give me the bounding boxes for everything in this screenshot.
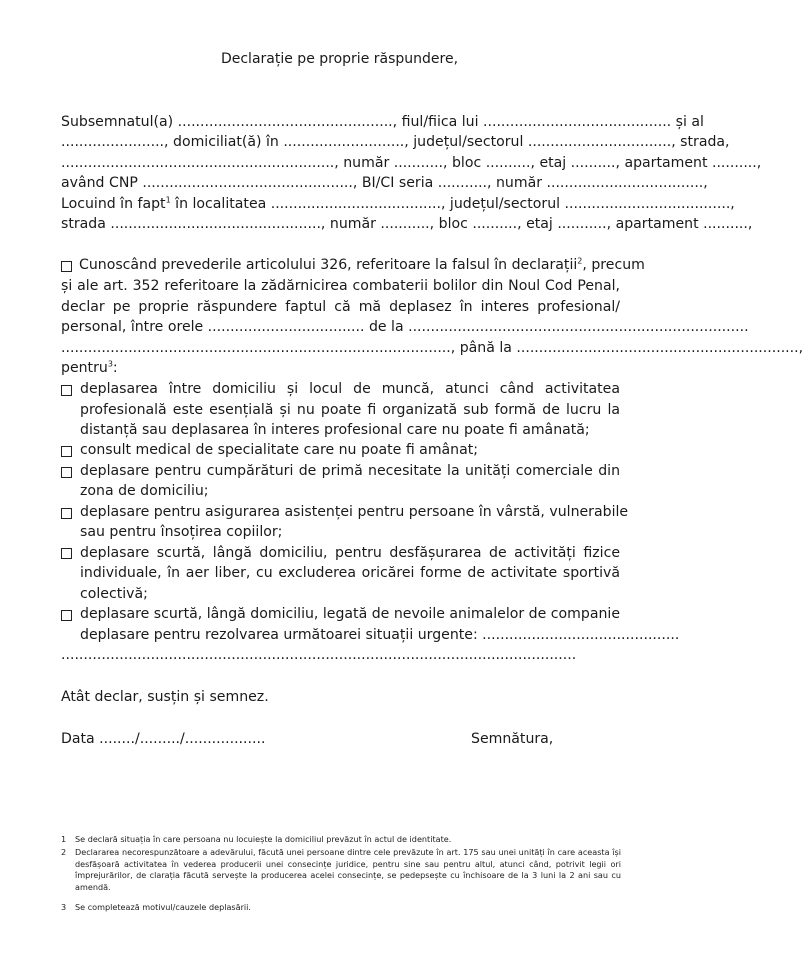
identity-line-2: ......................., domiciliat(ă) în ..........................., județul/sectorul ................................, strada, [61,134,730,150]
footnote-2-number: 2 [61,847,67,857]
pentru-label [61,359,620,377]
footnote-1 [61,834,621,846]
statement-line-1-a: Cunoscând prevederile articolului 326, referitoare la falsul în declarații [79,257,578,273]
option-3-line-2: zona de domiciliu; [80,483,209,499]
identity-line-1: Subsemnatul(a) ................................................, fiul/fiica lui .......................................... și al [61,114,704,130]
footnote-3 [61,902,621,914]
option-checkbox-4[interactable] [61,508,72,519]
option-checkbox-2[interactable] [61,446,72,457]
option-3-line-1: deplasare pentru cumpărături de primă necesitate la unități comerciale din [80,463,620,479]
date-field: Data ......../........./.................. [61,731,266,747]
statement-line-1-b: , precum [582,257,645,273]
footnote-3-text: Se completează motivul/cauzele deplasării. [75,902,251,912]
option-4-line-1: deplasare pentru asigurarea asistenței pentru persoane în vârstă, vulnerabile [80,504,629,520]
date-signature-row [61,731,554,747]
pentru-colon: : [112,360,118,376]
identity-line-4: având CNP ..............................................., BI/CI seria ..........., număr ..................................., [61,175,708,191]
footnote-ref-1: 1 [165,195,171,205]
option-6-line-2: deplasare pentru rezolvarea următoarei situații urgente: ............................................ [80,627,680,643]
signature-label: Semnătura, [471,731,554,747]
statement-line-4: personal, între orele ................................... de la ............................................................................ [61,319,749,335]
option-6-line-1: deplasare scurtă, lângă domiciliu, legată de nevoile animalelor de companie [80,606,620,622]
option-1-line-1: deplasarea între domiciliu și locul de muncă, atunci când activitatea [80,381,620,397]
identity-line-5-start: Locuind în fapt [61,196,166,212]
pentru-text: pentru [61,360,108,376]
footnote-2 [61,847,621,895]
option-1-line-3: distanță sau deplasarea în interes profesional care nu poate fi amânată; [80,422,590,438]
footnote-ref-3: 3 [107,359,113,369]
identity-line-6: strada ..............................................., număr ..........., bloc .........., etaj ..........., apartament .........., [61,216,753,232]
statement-line-2: și ale art. 352 referitoare la zădărnicirea combaterii bolilor din Noul Cod Penal, [61,278,620,294]
document-title: Declarație pe proprie răspundere, [220,51,459,67]
footnote-1-number: 1 [61,834,67,844]
identity-line-5 [61,195,735,213]
option-5-line-1: deplasare scurtă, lângă domiciliu, pentru desfășurarea de activități fizice [80,545,620,561]
option-checkbox-3[interactable] [61,467,72,478]
statement-line-3: declar pe proprie răspundere faptul că mă deplasez în interes profesional/ [61,299,620,315]
statement-checkbox[interactable] [61,261,72,272]
statement-line-5: ......................................................................................., până la ..............................................................., [61,340,803,356]
identity-line-3: ............................................................., număr ..........., bloc .........., etaj .........., apartament .........., [61,155,762,171]
option-checkbox-1[interactable] [61,385,72,396]
statement-line-1 [79,256,645,274]
option-checkbox-5[interactable] [61,548,72,559]
option-4-line-2: sau pentru însoțirea copiilor; [80,524,283,540]
option-5-line-2: individuale, în aer liber, cu excluderea oricărei forme de activitate sportivă [80,565,620,581]
option-checkbox-6[interactable] [61,610,72,621]
footnote-2-text: Declararea necorespunzătoare a adevărului, făcută unei persoane dintre cele prevăzute în art. 175 sau unei unități în care aceasta își desfășoară activitatea în vederea producerii unei consecințe juridice, pentru sine sau pentru altul, atunci când, potrivit legii ori împrejurărilor, de clarația făcută servește la producerea acelei consecințe, se pedepsește cu închisoare de la 3 luni la 2 ani sau cu amendă. [75,847,621,892]
option-1-line-2: profesională este esențială și nu poate fi organizată sub formă de lucru la [80,402,620,418]
urgent-situation-dotted-line: ................................................................................................................... [61,647,577,663]
footnote-1-text: Se declară situația în care persoana nu locuiește la domiciliul prevăzut în actul de identitate. [75,834,452,844]
footnote-ref-2: 2 [577,256,583,266]
option-5-line-3: colectivă; [80,586,148,602]
footnote-3-number: 3 [61,902,67,912]
option-2-line-1: consult medical de specialitate care nu poate fi amânat; [80,442,479,458]
affirmation-text: Atât declar, susțin și semnez. [61,689,269,705]
identity-line-5-end: în localitatea ......................................, județul/sectorul ....................................., [170,196,735,212]
